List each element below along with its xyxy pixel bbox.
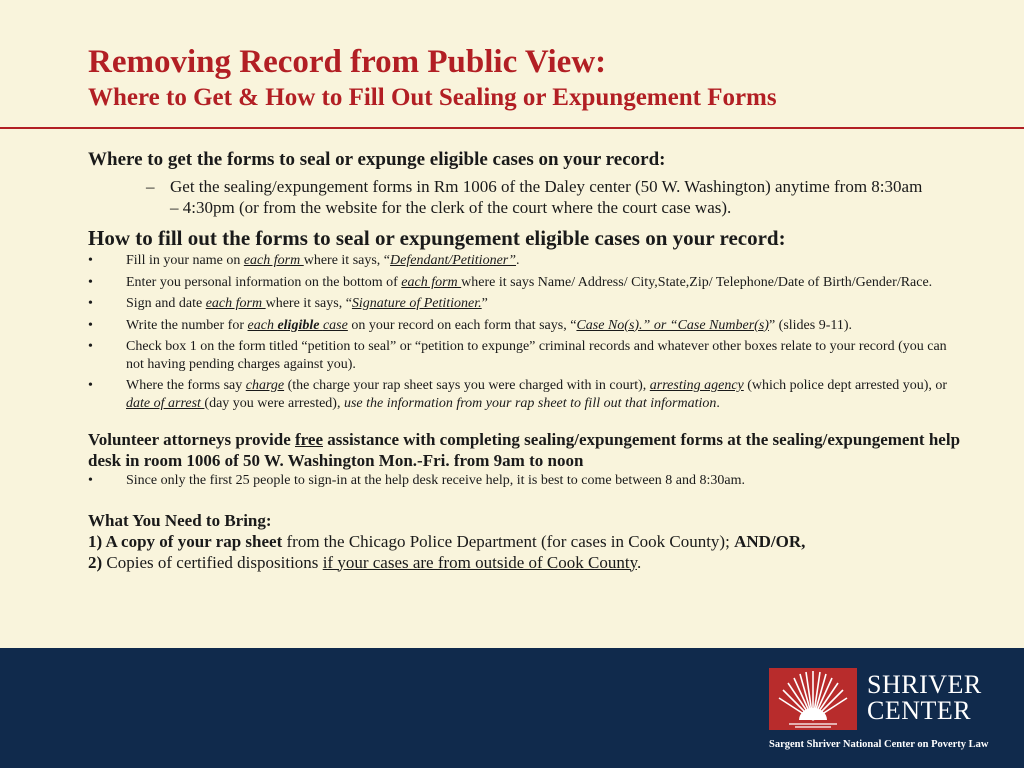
sunburst-graphic bbox=[769, 668, 857, 730]
bring-item-dispositions: 2) Copies of certified dispositions if your cases are from outside of Cook County. bbox=[88, 552, 642, 572]
how-item-checkbox: • Check box 1 on the form titled “petition to seal” or “petition to expunge” criminal records and whatever other boxes relate to your record (you can not having pending charges against you). bbox=[88, 338, 968, 373]
bring-heading: What You Need to Bring: bbox=[88, 510, 272, 530]
where-item: – Get the sealing/expungement forms in Rm 1006 of the Daley center (50 W. Washington) anytime from 8:30am – 4:30pm (or from the website for the clerk of the court where the court case was). bbox=[170, 176, 930, 218]
how-item-case-number: • Write the number for each eligible case on your record on each form that says, “Case No(s).” or “Case Number(s)” (slides 9-11). bbox=[88, 317, 968, 335]
bring-section bbox=[88, 510, 968, 573]
section-heading-how: How to fill out the forms to seal or expungement eligible cases on your record: bbox=[88, 226, 786, 250]
how-item-charge: • Where the forms say charge (the charge your rap sheet says you were charged with in court), arresting agency (which police dept arrested you), or date of arrest (day you were arrested), use the information from your rap sheet to fill out that information. bbox=[88, 377, 968, 412]
section-heading-where: Where to get the forms to seal or expunge eligible cases on your record: bbox=[88, 149, 666, 170]
slide-header bbox=[88, 42, 1008, 114]
bring-item-rap-sheet: 1) A copy of your rap sheet from the Chicago Police Department (for cases in Cook County); AND/OR, bbox=[88, 531, 806, 551]
sunburst-icon bbox=[769, 668, 857, 730]
volunteer-list bbox=[88, 472, 968, 490]
how-item-name: • Fill in your name on each form where it says, “Defendant/Petitioner”. bbox=[88, 252, 968, 270]
volunteer-note: Volunteer attorneys provide free assistance with completing sealing/expungement forms at the sealing/expungement help desk in room 1006 of 50 W. Washington Mon.-Fri. from 9am to noon bbox=[88, 430, 961, 470]
logo-line1: SHRIVER bbox=[867, 670, 982, 699]
how-item-personal-info: • Enter you personal information on the bottom of each form where it says Name/ Address/ City,State,Zip/ Telephone/Date of Birth/Gender/Race. bbox=[88, 274, 968, 292]
volunteer-item: • Since only the first 25 people to sign-in at the help desk receive help, it is best to come between 8 and 8:30am. bbox=[88, 472, 968, 490]
logo-tagline: Sargent Shriver National Center on Poverty Law bbox=[769, 739, 989, 750]
how-item-sign: • Sign and date each form where it says, “Signature of Petitioner.” bbox=[88, 295, 968, 313]
header-divider bbox=[0, 127, 1024, 129]
slide-title: Removing Record from Public View: bbox=[88, 44, 607, 80]
shriver-center-logo bbox=[769, 668, 997, 756]
logo-line2: CENTER bbox=[867, 696, 972, 725]
logo-wordmark bbox=[867, 672, 982, 724]
slide-body bbox=[88, 148, 968, 573]
how-list bbox=[88, 252, 968, 412]
slide-subtitle: Where to Get & How to Fill Out Sealing or Expungement Forms bbox=[88, 84, 777, 111]
where-list bbox=[88, 176, 968, 218]
